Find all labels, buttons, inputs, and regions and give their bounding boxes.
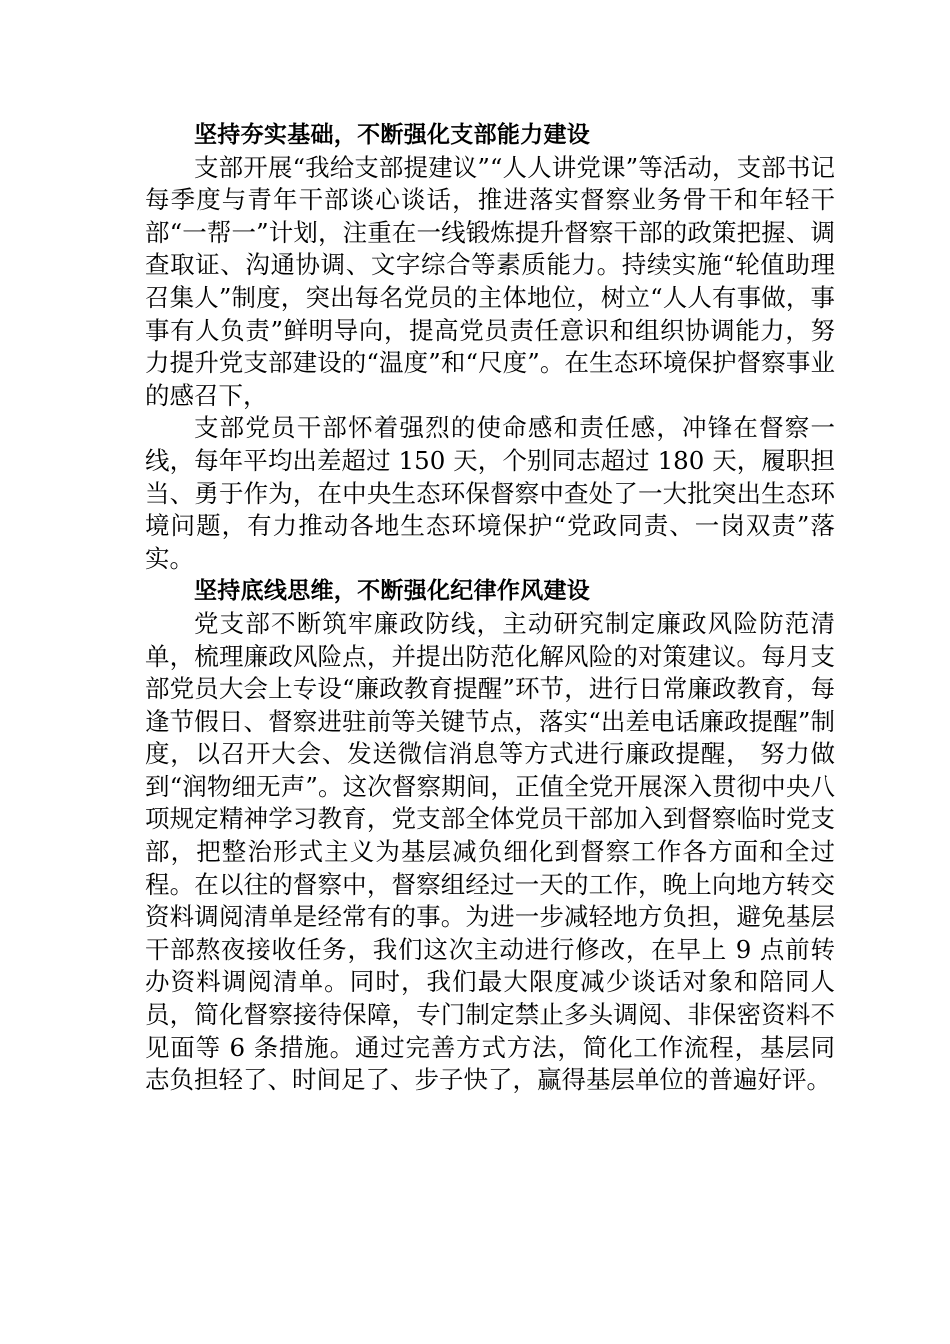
paragraph-capacity-building: 支部开展“我给支部提建议”“人人讲党课”等活动，支部书记每季度与青年干部谈心谈话，推进落实督察业务骨干和年轻干部“一帮一”计划，注重在一线锻炼提升督察干部的政策把握、调查取证、沟通协调、文字综合等素质能力。持续实施“轮值助理召集人”制度，突出每名党员的主体地位，树立“人人有事做，事事有人负责”鲜明导向，提高党员责任意识和组织协调能力，努力提升党支部建设的“温度”和“尺度”。在生态环境保护督察事业的感召下， (145, 152, 835, 410)
section-heading-foundation: 坚持夯实基础，不断强化支部能力建设 (194, 122, 591, 148)
document-body (145, 119, 835, 1097)
paragraph-integrity-discipline: 党支部不断筑牢廉政防线，主动研究制定廉政风险防范清单，梳理廉政风险点，并提出防范化解风险的对策建议。每月支部党员大会上专设“廉政教育提醒”环节，进行日常廉政教育，每逢节假日、督察进驻前等关键节点，落实“出差电话廉政提醒”制度，以召开大会、发送微信消息等方式进行廉政提醒， 努力做到“润物细无声”。这次督察期间，正值全党开展深入贯彻中央八项规定精神学习教育，党支部全体党员干部加入到督察临时党支部，把整治形式主义为基层减负细化到督察工作各方面和全过程。在以往的督察中，督察组经过一天的工作，晚上向地方转交资料调阅清单是经常有的事。为进一步减轻地方负担，避免基层干部熬夜接收任务，我们这次主动进行修改，在早上 9 点前转办资料调阅清单。同时，我们最大限度减少谈话对象和陪同人员，简化督察接待保障，专门制定禁止多头调阅、非保密资料不见面等 6 条措施。通过完善方式方法，简化工作流程，基层同志负担轻了、时间足了、步子快了，赢得基层单位的普遍好评。 (145, 608, 835, 1095)
paragraph-frontline-duty: 支部党员干部怀着强烈的使命感和责任感，冲锋在督察一线，每年平均出差超过 150 天，个别同志超过 180 天，履职担当、勇于作为，在中央生态环保督察中查处了一大批突出生态环境问题，有力推动各地生态环境保护“党政同责、一岗双责”落实。 (145, 413, 835, 573)
section-heading-discipline: 坚持底线思维，不断强化纪律作风建设 (194, 578, 591, 605)
